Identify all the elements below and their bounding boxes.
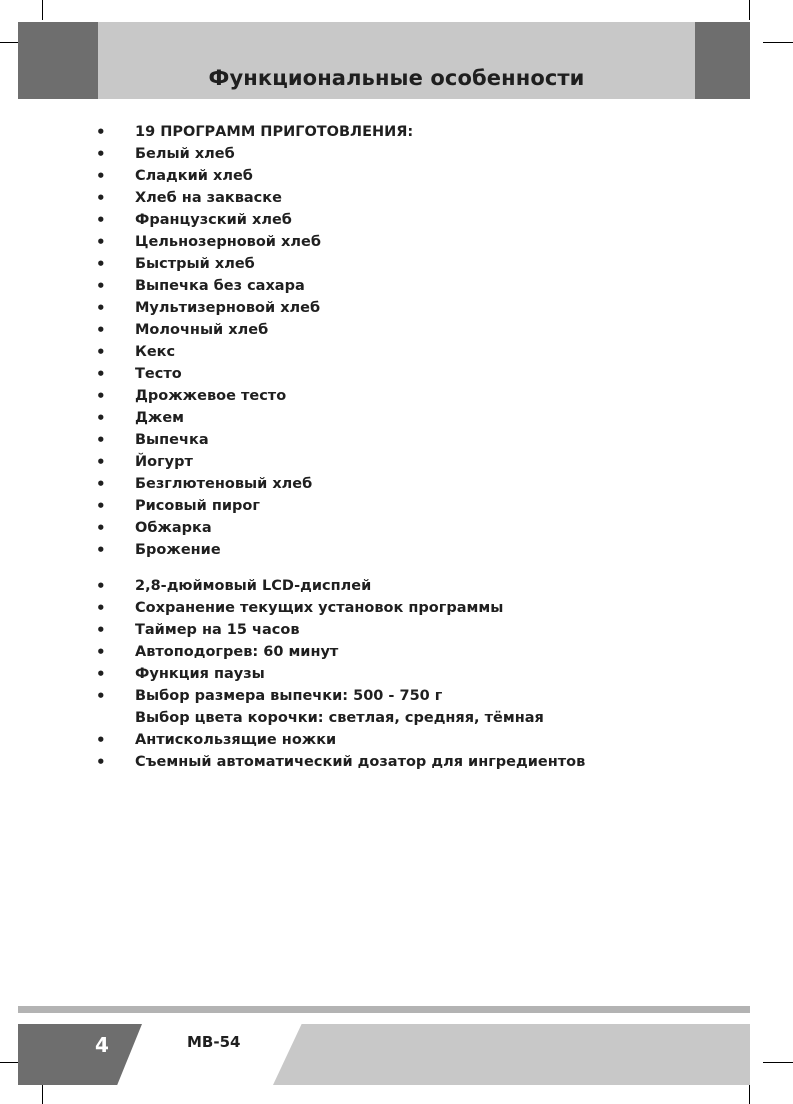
bullet-icon: • [96, 233, 106, 251]
bullet-icon: • [96, 577, 106, 595]
bullet-icon: • [96, 643, 106, 661]
footer-page-block [18, 1024, 142, 1085]
program-item: Мультизерновой хлеб [135, 300, 321, 316]
programs-heading: 19 ПРОГРАММ ПРИГОТОВЛЕНИЯ: [135, 124, 414, 140]
program-item: Сладкий хлеб [135, 168, 253, 184]
bullet-icon: • [96, 687, 106, 705]
feature-item: Сохранение текущих установок программы [135, 600, 504, 616]
bullet-icon: • [96, 321, 106, 339]
program-item: Кекс [135, 344, 176, 360]
bullet-icon: • [96, 299, 106, 317]
bullet-icon: • [96, 211, 106, 229]
header-block-right [695, 22, 750, 99]
feature-item: Антискользящие ножки [135, 732, 337, 748]
bullet-icon: • [96, 541, 106, 559]
program-item: Французский хлеб [135, 212, 292, 228]
crop-mark [42, 0, 43, 20]
bullet-icon: • [96, 453, 106, 471]
model-name: MB-54 [187, 1033, 241, 1051]
crop-mark [749, 0, 750, 20]
page-title: Функциональные особенности [208, 66, 585, 90]
program-item: Дрожжевое тесто [135, 388, 287, 404]
program-item: Белый хлеб [135, 146, 235, 162]
feature-item: Выбор цвета корочки: светлая, средняя, тёмная [135, 710, 544, 726]
bullet-icon: • [96, 145, 106, 163]
feature-item: 2,8-дюймовый LCD-дисплей [135, 578, 372, 594]
bullet-icon: • [96, 621, 106, 639]
crop-mark [763, 42, 793, 43]
program-item: Обжарка [135, 520, 212, 536]
bullet-icon: • [96, 365, 106, 383]
program-item: Брожение [135, 542, 221, 558]
bullet-icon: • [96, 167, 106, 185]
program-item: Выпечка [135, 432, 209, 448]
bullet-icon: • [96, 519, 106, 537]
program-item: Тесто [135, 366, 182, 382]
bullet-icon: • [96, 255, 106, 273]
bullet-icon: • [96, 387, 106, 405]
bullet-icon: • [96, 475, 106, 493]
program-item: Хлеб на закваске [135, 190, 282, 206]
bullet-icon: • [96, 753, 106, 771]
bullet-icon: • [96, 731, 106, 749]
program-item: Выпечка без сахара [135, 278, 305, 294]
program-item: Молочный хлеб [135, 322, 269, 338]
feature-item: Таймер на 15 часов [135, 622, 300, 638]
program-item: Рисовый пирог [135, 498, 260, 514]
bullet-icon: • [96, 409, 106, 427]
footer-band [273, 1024, 750, 1085]
bullet-icon: • [96, 665, 106, 683]
crop-mark [763, 1062, 793, 1063]
crop-mark [749, 1084, 750, 1104]
crop-mark [42, 1084, 43, 1104]
program-item: Быстрый хлеб [135, 256, 255, 272]
program-item: Цельнозерновой хлеб [135, 234, 321, 250]
bullet-icon: • [96, 277, 106, 295]
bullet-icon: • [96, 123, 106, 141]
program-item: Безглютеновый хлеб [135, 476, 313, 492]
program-item: Йогурт [135, 454, 193, 470]
program-item: Джем [135, 410, 185, 426]
feature-item: Выбор размера выпечки: 500 - 750 г [135, 688, 443, 704]
header-block-left [18, 22, 98, 99]
bullet-icon: • [96, 497, 106, 515]
footer-divider [18, 1006, 750, 1013]
bullet-icon: • [96, 189, 106, 207]
bullet-icon: • [96, 343, 106, 361]
feature-item: Съемный автоматический дозатор для ингредиентов [135, 754, 586, 770]
feature-item: Автоподогрев: 60 минут [135, 644, 339, 660]
page-number: 4 [95, 1033, 109, 1057]
bullet-icon: • [96, 431, 106, 449]
bullet-icon: • [96, 599, 106, 617]
feature-item: Функция паузы [135, 666, 265, 682]
